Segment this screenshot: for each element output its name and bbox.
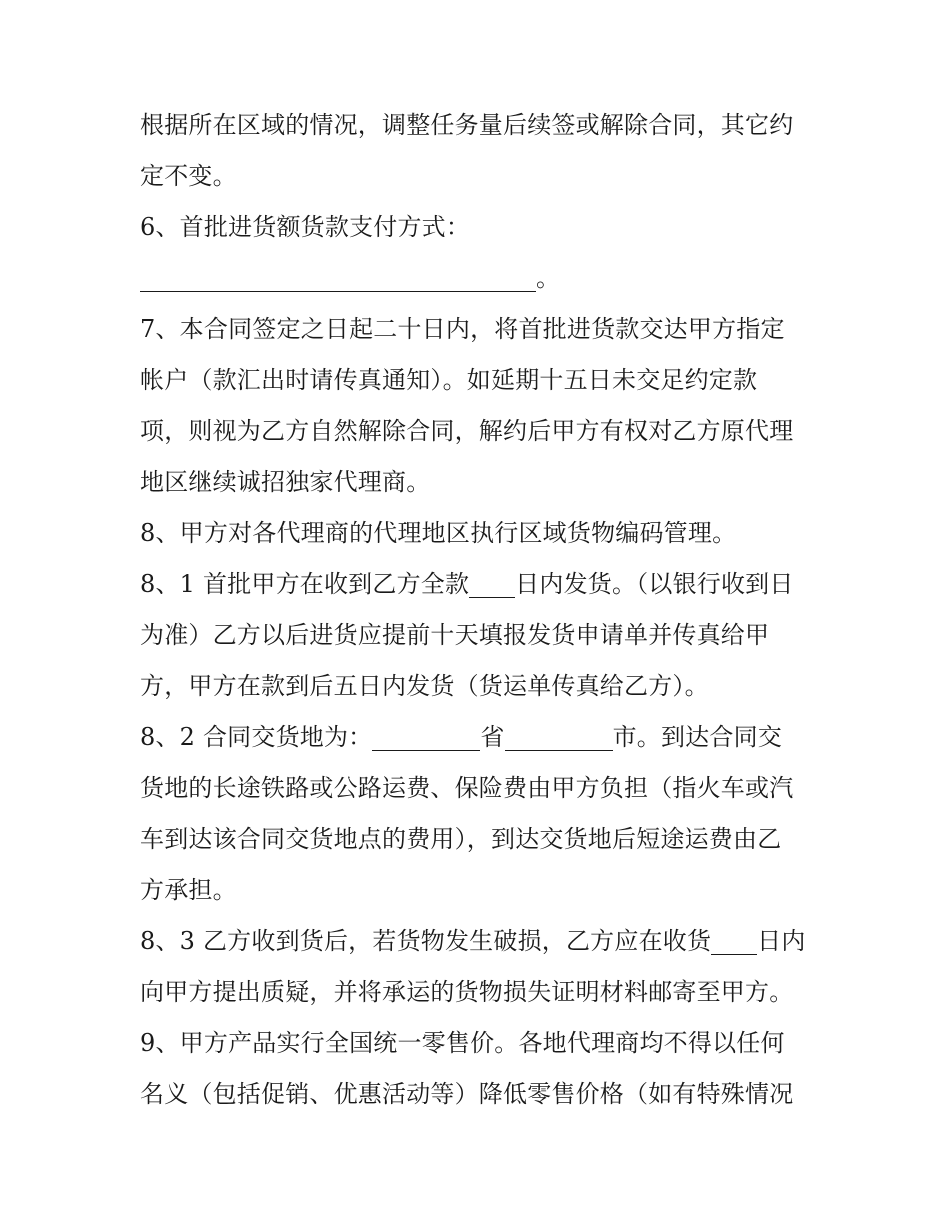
- province-label: 省: [480, 723, 505, 751]
- clause-8-1-line: [140, 559, 820, 610]
- paragraph-line: 定不变。: [140, 162, 237, 190]
- paragraph-line: 方承担。: [140, 876, 237, 904]
- blank-suffix: 日内: [757, 927, 806, 955]
- clause-8-3-line: [140, 916, 820, 967]
- blank-prefix: 8、3 乙方收到货后，若货物发生破损，乙方应在收货: [140, 927, 712, 955]
- city-blank[interactable]: [505, 720, 613, 751]
- clause-9-line: 9、甲方产品实行全国统一零售价。各地代理商均不得以任何: [140, 1029, 785, 1057]
- paragraph-line: 名义（包括促销、优惠活动等）降低零售价格（如有特殊情况: [140, 1080, 794, 1108]
- document-body: [140, 100, 820, 1120]
- paragraph-line: 方，甲方在款到后五日内发货（货运单传真给乙方）。: [140, 672, 709, 700]
- delivery-days-blank[interactable]: [469, 567, 515, 598]
- clause-7-line: 7、本合同签定之日起二十日内，将首批进货款交达甲方指定: [140, 315, 785, 343]
- paragraph-line: 车到达该合同交货地点的费用），到达交货地后短途运费由乙: [140, 825, 782, 853]
- paragraph-line: 为准）乙方以后进货应提前十天填报发货申请单并传真给甲: [140, 621, 770, 649]
- blank-suffix: 市。到达合同交: [612, 723, 782, 751]
- blank-prefix: 8、1 首批甲方在收到乙方全款: [140, 570, 470, 598]
- paragraph-line: 项，则视为乙方自然解除合同，解约后甲方有权对乙方原代理: [140, 417, 794, 445]
- payment-method-blank-line: [140, 253, 820, 304]
- paragraph-line: 地区继续诚招独家代理商。: [140, 468, 431, 496]
- blank-suffix: 日内发货。（以银行收到日: [515, 570, 794, 598]
- paragraph-line: 货地的长途铁路或公路运费、保险费由甲方负担（指火车或汽: [140, 774, 794, 802]
- clause-6-heading: 6、首批进货额货款支付方式：: [140, 213, 471, 241]
- paragraph-line: 帐户（款汇出时请传真通知）。如延期十五日未交足约定款: [140, 366, 758, 394]
- paragraph-line: 根据所在区域的情况，调整任务量后续签或解除合同，其它约: [140, 111, 794, 139]
- inspection-days-blank[interactable]: [711, 924, 757, 955]
- paragraph-line: 向甲方提出质疑，并将承运的货物损失证明材料邮寄至甲方。: [140, 978, 794, 1006]
- province-blank[interactable]: [372, 720, 480, 751]
- payment-method-blank[interactable]: [140, 261, 536, 292]
- blank-prefix: 8、2 合同交货地为：: [140, 723, 373, 751]
- clause-8-line: 8、甲方对各代理商的代理地区执行区域货物编码管理。: [140, 519, 737, 547]
- clause-8-2-line: [140, 712, 820, 763]
- blank-suffix: 。: [536, 264, 561, 292]
